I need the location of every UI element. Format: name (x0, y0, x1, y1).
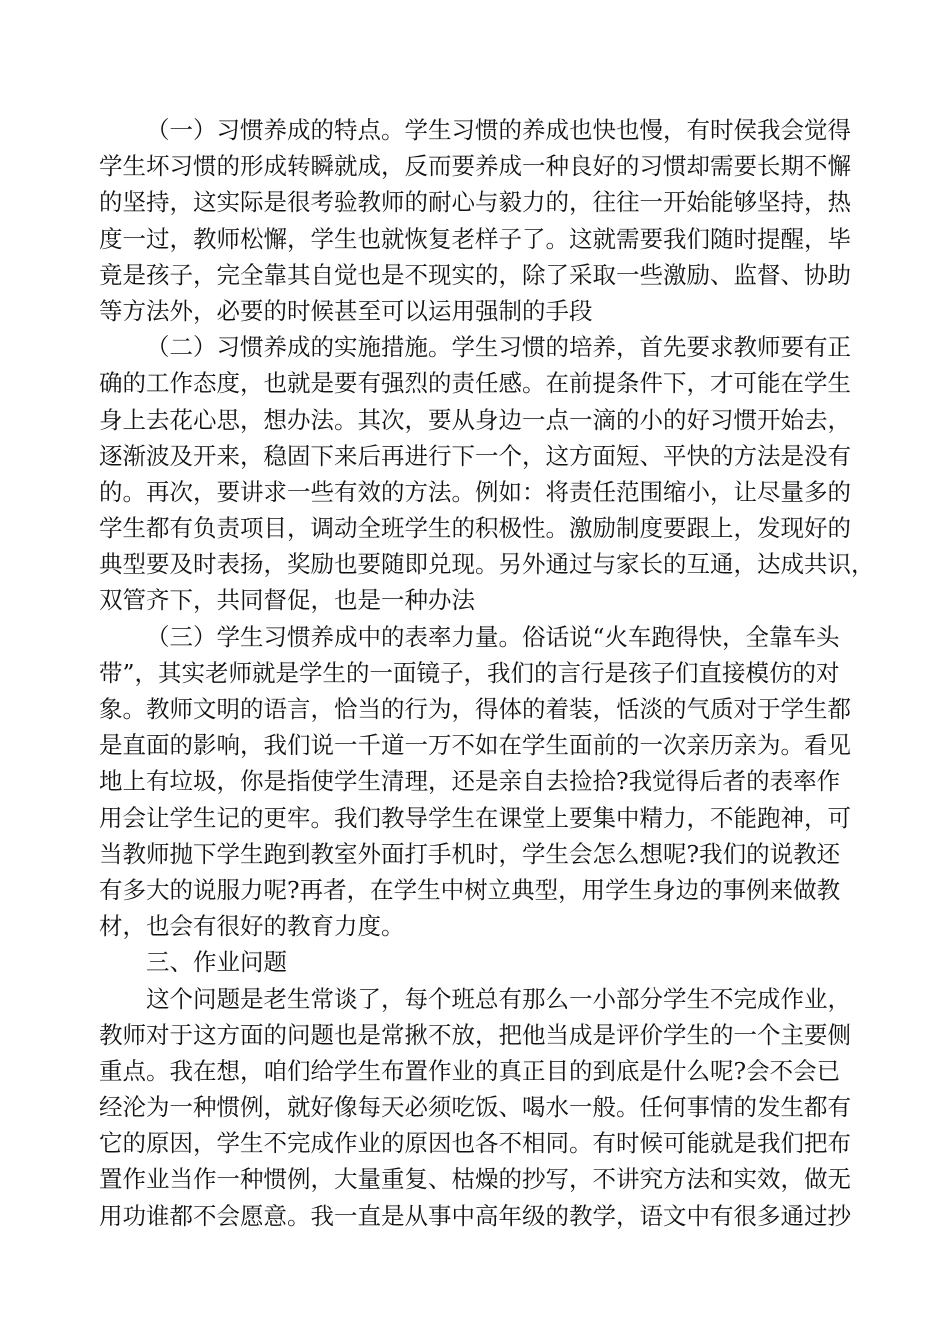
text-line: 用会让学生记的更牢。我们教导学生在课堂上要集中精力，不能跑神，可 (99, 803, 851, 832)
section-heading: 三、作业问题 (146, 948, 287, 977)
text-line: 学生都有负责项目，调动全班学生的积极性。激励制度要跟上，发现好的 (99, 514, 851, 543)
text-line: 经沦为一种惯例，就好像每天必须吃饭、喝水一般。任何事情的发生都有 (99, 1093, 851, 1122)
text-line: 地上有垃圾，你是指使学生清理，还是亲自去捡拾?我觉得后者的表率作 (99, 767, 841, 796)
text-line: 的。再次，要讲求一些有效的方法。例如：将责任范围缩小，让尽量多的 (99, 477, 851, 506)
text-line: （三）学生习惯养成中的表率力量。俗话说“火车跑得快，全靠车头 (146, 622, 840, 651)
text-line: （二）习惯养成的实施措施。学生习惯的培养，首先要求教师要有正 (146, 333, 851, 362)
text-line: 有多大的说服力呢?再者，在学生中树立典型，用学生身边的事例来做教 (99, 875, 841, 904)
section-heading-homework (99, 944, 859, 980)
document-body (99, 112, 875, 1234)
text-line: 重点。我在想，咱们给学生布置作业的真正目的到底是什么呢?会不会已 (99, 1056, 841, 1085)
text-line: 逐渐波及开来，稳固下来后再进行下一个，这方面短、平快的方法是没有 (99, 441, 851, 470)
text-line: 象。教师文明的语言，恰当的行为，得体的着装，恬淡的气质对于学生都 (99, 695, 851, 723)
paragraph-habit-characteristics (99, 112, 859, 329)
text-line: 等方法外，必要的时候甚至可以运用强制的手段 (99, 296, 593, 325)
text-line: 置作业当作一种惯例，大量重复、枯燥的抄写，不讲究方法和实效，做无 (99, 1165, 851, 1194)
text-line: 确的工作态度，也就是要有强烈的责任感。在前提条件下，才可能在学生 (99, 369, 851, 398)
text-line: （一）习惯养成的特点。学生习惯的养成也快也慢，有时侯我会觉得 (146, 116, 851, 144)
text-line: 竟是孩子，完全靠其自觉也是不现实的，除了采取一些激励、监督、协助 (99, 260, 851, 289)
text-line: 典型要及时表扬，奖励也要随即兑现。另外通过与家长的互通，达成共识， (99, 550, 875, 579)
text-line: 带”，其实老师就是学生的一面镜子，我们的言行是孩子们直接模仿的对 (99, 658, 840, 687)
text-line: 的坚持，这实际是很考验教师的耐心与毅力的，往往一开始能够坚持，热 (99, 188, 851, 217)
text-line: 度一过，教师松懈，学生也就恢复老样子了。这就需要我们随时提醒，毕 (99, 224, 851, 253)
text-line: 学生坏习惯的形成转瞬就成，反而要养成一种良好的习惯却需要长期不懈 (99, 152, 851, 181)
paragraph-role-model (99, 619, 859, 945)
text-line: 它的原因，学生不完成作业的原因也各不相同。有时候可能就是我们把布 (99, 1129, 851, 1158)
text-line: 材，也会有很好的教育力度。 (99, 912, 405, 941)
text-line: 教师对于这方面的问题也是常揪不放，把他当成是评价学生的一个主要侧 (99, 1020, 851, 1049)
paragraph-habit-measures (99, 329, 875, 619)
text-line: 是直面的影响，我们说一千道一万不如在学生面前的一次亲历亲为。看见 (99, 731, 851, 760)
text-line: 这个问题是老生常谈了，每个班总有那么一小部分学生不完成作业， (146, 984, 851, 1013)
text-line: 用功谁都不会愿意。我一直是从事中高年级的教学，语文中有很多通过抄 (99, 1201, 851, 1230)
text-line: 当教师抛下学生跑到教室外面打手机时，学生会怎么想呢?我们的说教还 (99, 839, 841, 868)
paragraph-homework-issue (99, 981, 859, 1234)
text-line: 双管齐下，共同督促，也是一种办法 (99, 586, 475, 615)
text-line: 身上去花心思，想办法。其次，要从身边一点一滴的小的好习惯开始去， (99, 405, 851, 434)
